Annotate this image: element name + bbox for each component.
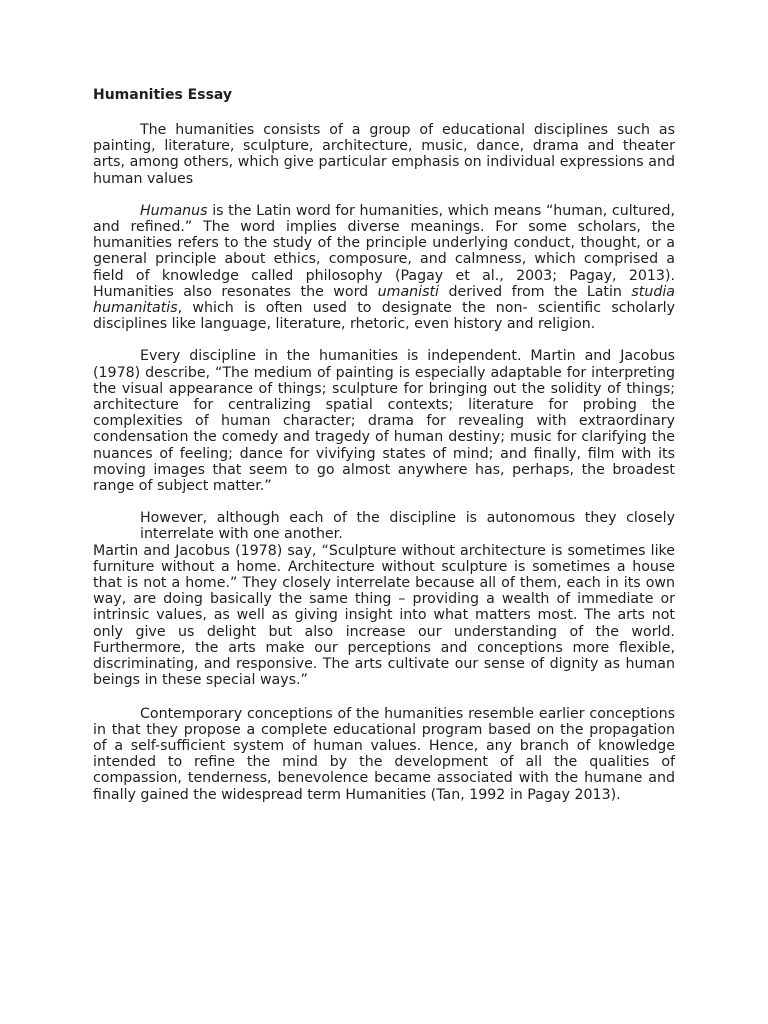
paragraph-martin-jacobus: Martin and Jacobus (1978) say, “Sculpture without architecture is sometimes like furniture without a home. Architecture without sculpture is sometimes a house that is not a home.” They closely interrelate because all of them, each in its own way, are doing basically the same thing – providing a wealth of immediate or intrinsic values, as well as giving insight into what matters most. The arts not only give us delight but also increase our understanding of the world. Furthermore, the arts make our perceptions and conceptions more flexible, discriminating, and responsive. The arts cultivate our sense of dignity as human beings in these special ways.” — [93, 542, 675, 689]
umanisti-term: umanisti — [377, 283, 439, 300]
document-title: Humanities Essay — [93, 87, 233, 103]
paragraph-humanus — [93, 203, 675, 333]
paragraph-humanus-text-3: , which is often used to designate the non- scientific scholarly disciplines like language, literature, rhetoric, even history and religion. — [93, 300, 675, 333]
paragraph-humanus-text-2: derived from the Latin — [439, 283, 632, 300]
studia-humanitatis-term: studia humanitatis — [93, 283, 675, 317]
paragraph-contemporary: Contemporary conceptions of the humanities resemble earlier conceptions in that they propose a complete educational program based on the propagation of a self-sufficient system of human values. Hence, any branch of knowledge intended to refine the mind by the development of all the qualities of compassion, tenderness, benevolence became associated with the humane and finally gained the widespread term Humanities (Tan, 1992 in Pagay 2013). — [93, 705, 675, 803]
paragraph-disciplines: Every discipline in the humanities is independent. Martin and Jacobus (1978) describe, “The medium of painting is especially adaptable for interpreting the visual appearance of things; sculpture for bringing out the solidity of things; architecture for centralizing spatial contexts; literature for probing the complexities of human character; drama for revealing with extraordinary condensation the comedy and tragedy of human destiny; music for clarifying the nuances of feeling; dance for vivifying states of mind; and finally, film with its moving images that seem to go almost anywhere has, perhaps, the broadest range of subject matter.” — [93, 348, 675, 495]
document-page — [93, 87, 675, 803]
paragraph-humanus-text-1: is the Latin word for humanities, which means “human, cultured, and refined.” The word implies diverse meanings. For some scholars, the humanities refers to the study of the principle underlying conduct, thought, or a general principle about ethics, composure, and calmness, which comprised a field of knowledge called philosophy (Pagay et al., 2003; Pagay, 2013). Humanities also resonates the word — [93, 202, 675, 300]
paragraph-interrelate: However, although each of the discipline is autonomous they closely interrelate with one another. — [140, 510, 675, 543]
humanus-term: Humanus — [140, 202, 208, 219]
paragraph-intro: The humanities consists of a group of educational disciplines such as painting, literature, sculpture, architecture, music, dance, drama and theater arts, among others, which give particular emphasis on individual expressions and human values — [93, 122, 675, 187]
